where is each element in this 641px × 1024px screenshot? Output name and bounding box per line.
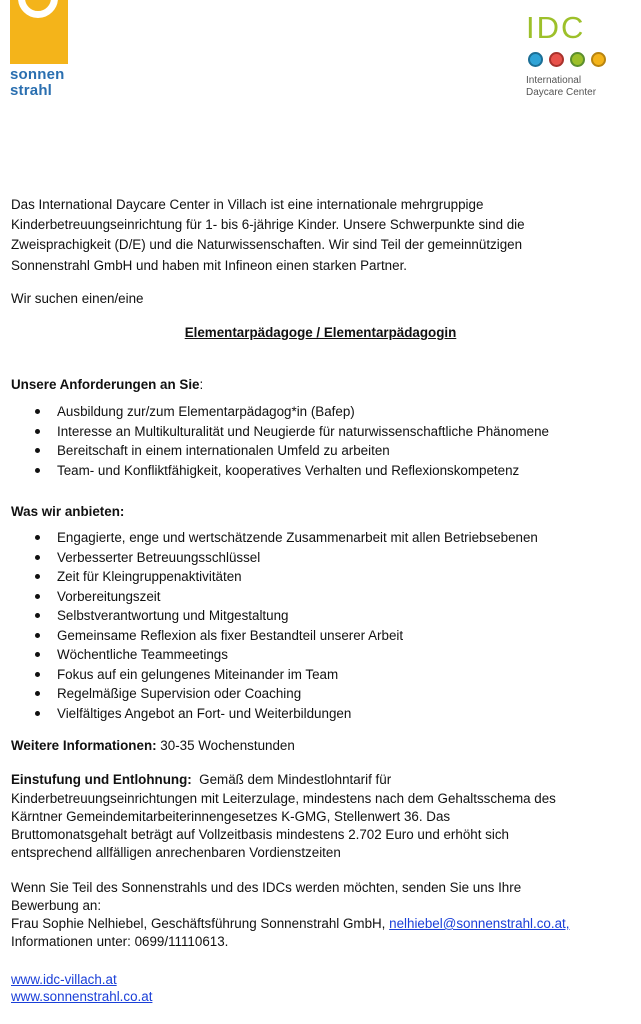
salary-line [11,770,631,790]
logo-word-2: strahl [10,82,53,99]
job-title: Elementarpädagoge / Elementarpädagogin [184,325,457,340]
list-item: Verbesserter Betreuungsschlüssel [11,548,538,568]
intro-line: Das International Daycare Center in Villach ist eine internationale mehrgruppige [11,197,484,212]
list-item: Bereitschaft in einem internationalen Umfeld zu arbeiten [11,441,549,461]
list-item: Engagierte, enge und wertschätzende Zusammenarbeit mit allen Betriebsebenen [11,528,538,548]
requirements-heading-colon: : [199,377,204,392]
list-item: Selbstverantwortung und Mitgestaltung [11,606,538,626]
info-value: 30-35 Wochenstunden [156,738,295,753]
idc-logo [526,12,616,102]
list-item: Ausbildung zur/zum Elementarpädagog*in (Bafep) [11,402,549,422]
contact-line: Bewerbung an: [11,898,102,913]
list-item: Fokus auf ein gelungenes Miteinander im Team [11,665,538,685]
requirements-heading-label: Unsere Anforderungen an Sie [11,377,200,392]
list-item: Zeit für Kleingruppenaktivitäten [11,567,538,587]
logo-word-1: sonnen [10,66,65,83]
offer-heading: Was wir anbieten: [11,504,125,519]
list-item: Vielfältiges Angebot an Fort- und Weiterbildungen [11,704,538,724]
list-item: Regelmäßige Supervision oder Coaching [11,684,538,704]
sonnenstrahl-logo [10,0,70,104]
requirements-heading [11,375,631,395]
dot-icon [591,52,606,67]
idc-website-link[interactable]: www.idc-villach.at [11,972,117,987]
idc-subtitle-1: International [526,75,582,86]
salary-line: Kärntner Gemeindemitarbeiterinnengesetzes K-GMG, Stellenwert 36. Das [11,809,451,824]
requirements-list [11,402,549,480]
intro-line: Zweisprachigkeit (D/E) und die Naturwissenschaften. Wir sind Teil der gemeinnützigen [11,237,523,252]
offer-list [11,528,538,723]
sun-icon [10,0,68,64]
contact-line [11,914,631,934]
email-link[interactable]: nelhiebel@sonnenstrahl.co.at, [389,916,570,931]
idc-dots [528,52,606,67]
idc-subtitle-2: Daycare Center [526,87,597,98]
list-item: Interesse an Multikulturalität und Neugierde für naturwissenschaftliche Phänomene [11,422,549,442]
salary-text: Gemäß dem Mindestlohntarif für [191,772,392,787]
info-line [11,736,631,756]
intro-line: Sonnenstrahl GmbH und haben mit Infineon einen starken Partner. [11,258,408,273]
contact-line: Wenn Sie Teil des Sonnenstrahls und des IDCs werden möchten, senden Sie uns Ihre [11,880,522,895]
intro-line: Kinderbetreuungseinrichtung für 1- bis 6-jährige Kinder. Unsere Schwerpunkte sind die [11,217,525,232]
dot-icon [570,52,585,67]
salary-label: Einstufung und Entlohnung: [11,772,192,787]
list-item: Team- und Konfliktfähigkeit, kooperatives Verhalten und Reflexionskompetenz [11,461,549,481]
salary-line: Kinderbetreuungseinrichtungen mit Leiterzulage, mindestens nach dem Gehaltsschema des [11,791,556,806]
dot-icon [549,52,564,67]
contact-line: Informationen unter: 0699/11110613. [11,934,229,949]
sonnenstrahl-website-link[interactable]: www.sonnenstrahl.co.at [11,989,153,1004]
idc-letters: IDC [526,10,586,45]
list-item: Wöchentliche Teammeetings [11,645,538,665]
info-label: Weitere Informationen: [11,738,157,753]
contact-prefix: Frau Sophie Nelhiebel, Geschäftsführung Sonnenstrahl GmbH, [11,916,390,931]
salary-line: Bruttomonatsgehalt beträgt auf Vollzeitbasis mindestens 2.702 Euro und erhöht sich [11,827,509,842]
dot-icon [528,52,543,67]
list-item: Vorbereitungszeit [11,587,538,607]
website-line [11,987,631,1007]
search-text: Wir suchen einen/eine [11,291,144,306]
list-item: Gemeinsame Reflexion als fixer Bestandteil unserer Arbeit [11,626,538,646]
salary-line: entsprechend allfälligen anrechenbaren Vordienstzeiten [11,845,341,860]
